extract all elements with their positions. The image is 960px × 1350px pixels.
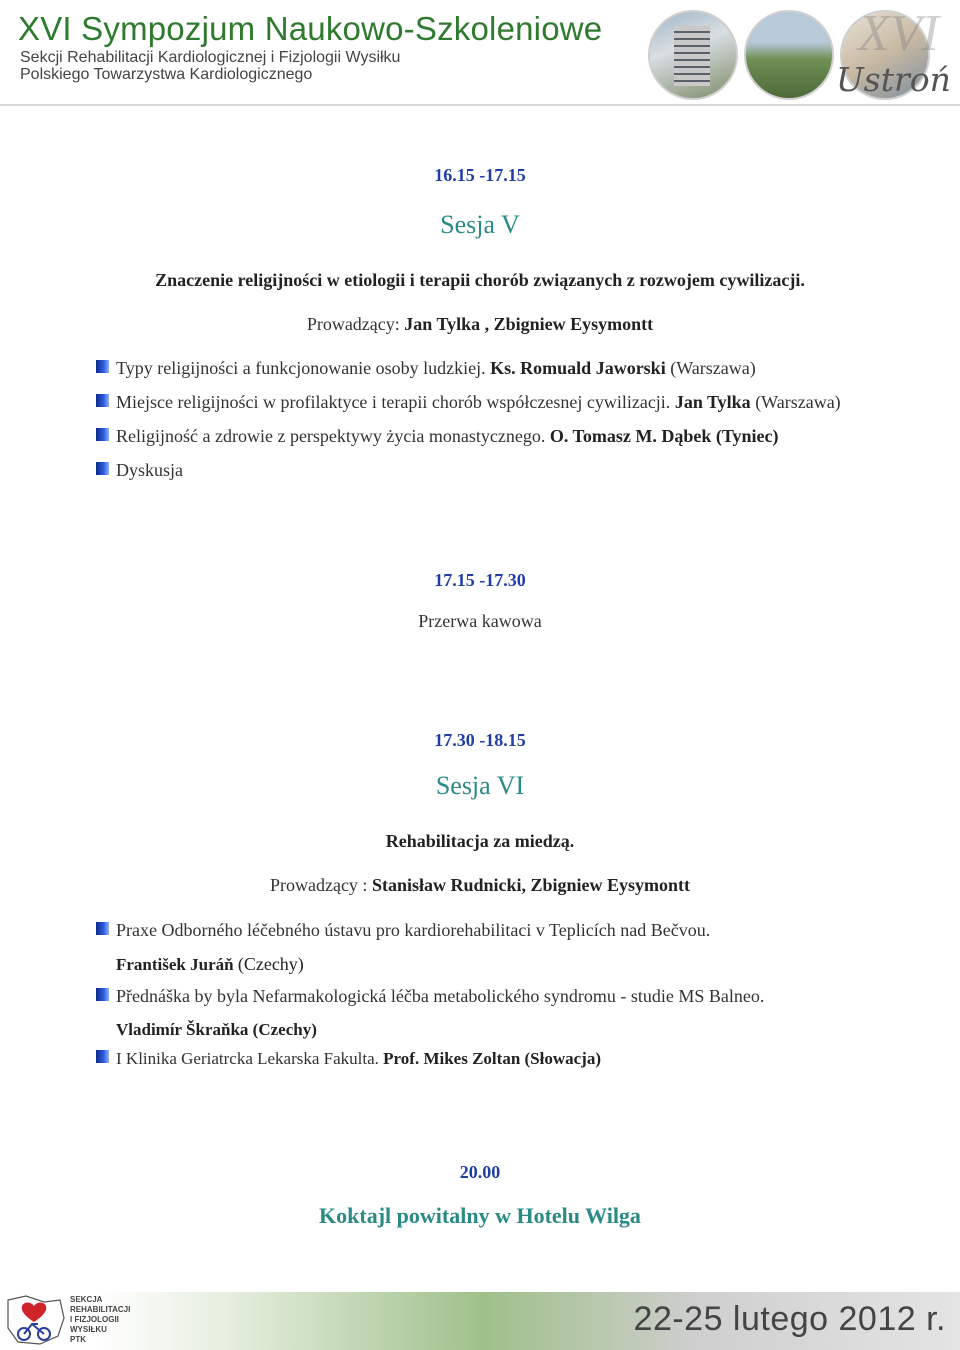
talk-place: (Warszawa): [755, 392, 841, 412]
session5-chairs: [0, 314, 960, 335]
session6-chairs: [0, 875, 960, 896]
session6-topic: Rehabilitacja za miedzą.: [385, 831, 575, 851]
session6-title: Sesja VI: [435, 771, 525, 800]
talk-author: František Juráň: [116, 955, 234, 974]
section-name: [70, 1295, 130, 1345]
org-line: I FIZJOLOGII: [70, 1315, 119, 1324]
talk-author-line: [116, 954, 304, 975]
chair-names: Stanisław Rudnicki, Zbigniew Eysymontt: [371, 875, 691, 895]
org-line: REHABILITACJI: [70, 1305, 131, 1314]
square-bullet-icon: [96, 360, 109, 373]
talk-title: Typy religijności a funkcjonowanie osoby ludzkiej.: [116, 358, 486, 378]
chair-label: Prowadzący :: [269, 875, 368, 895]
session6-time: 17.30 -18.15: [434, 730, 526, 750]
square-bullet-icon: [96, 428, 109, 441]
list-item: [96, 358, 756, 379]
session5-topic: Znaczenie religijności w etiologii i terapii chorób związanych z rozwojem cywilizacji.: [155, 270, 805, 290]
talk-author: O. Tomasz M. Dąbek (Tyniec): [549, 426, 779, 446]
square-bullet-icon: [96, 1050, 109, 1063]
talk-place: (Warszawa): [670, 358, 756, 378]
org-line: SEKCJA: [70, 1295, 103, 1304]
footer-banner: [0, 1292, 960, 1350]
talk-author: Vladimír Škraňka (Czechy): [116, 1020, 317, 1039]
break-label: Przerwa kawowa: [418, 611, 542, 631]
closing-title: Koktajl powitalny w Hotelu Wilga: [319, 1203, 641, 1228]
talk-title: Praxe Odborného léčebného ústavu pro kardiorehabilitaci v Teplicích nad Bečvou.: [116, 920, 711, 940]
list-item: [96, 986, 764, 1007]
square-bullet-icon: [96, 462, 109, 475]
roman-numeral-watermark: XVI: [858, 5, 939, 62]
header-divider: [0, 104, 960, 106]
header-banner: [0, 0, 960, 108]
org-line: PTK: [70, 1335, 86, 1344]
talk-title: Religijność a zdrowie z perspektywy życia monastycznego.: [116, 426, 546, 446]
talk-title: Přednáška by byla Nefarmakologická léčba metabolického syndromu - studie MS Balneo.: [116, 986, 765, 1006]
talk-author: Ks. Romuald Jaworski: [490, 358, 666, 378]
section-logo-icon: [4, 1292, 68, 1348]
square-bullet-icon: [96, 988, 109, 1001]
organizer-line-1: Sekcji Rehabilitacji Kardiologicznej i Fizjologii Wysiłku: [20, 49, 401, 66]
square-bullet-icon: [96, 394, 109, 407]
list-item: [96, 920, 710, 941]
organizer-line-2: Polskiego Towarzystwa Kardiologicznego: [20, 66, 313, 83]
session5-title: Sesja V: [440, 210, 520, 239]
closing-time: 20.00: [459, 1162, 501, 1182]
talk-title: Miejsce religijności w profilaktyce i terapii chorób współczesnej cywilizacji.: [116, 392, 671, 412]
symposium-title: XVI Sympozjum Naukowo-Szkoleniowe: [18, 10, 603, 47]
list-item: [96, 426, 779, 447]
list-item: [96, 1049, 601, 1069]
org-line: WYSIŁKU: [70, 1325, 107, 1334]
chair-label: Prowadzący:: [306, 314, 400, 334]
talk-author: Jan Tylka: [674, 392, 751, 412]
talk-title: Dyskusja: [116, 460, 183, 480]
list-item: [96, 460, 183, 481]
hotel-photo: [648, 10, 738, 100]
place-logo: Ustroń: [836, 60, 951, 99]
chair-names: Jan Tylka , Zbigniew Eysymontt: [404, 314, 654, 334]
talk-title: I Klinika Geriatrcka Lekarska Fakulta.: [116, 1049, 379, 1068]
session5-time: 16.15 -17.15: [434, 165, 526, 185]
event-dates: 22-25 lutego 2012 r.: [633, 1300, 946, 1338]
talk-place: (Czechy): [237, 954, 304, 974]
talk-author: Prof. Mikes Zoltan (Słowacja): [383, 1049, 602, 1068]
square-bullet-icon: [96, 922, 109, 935]
break-time: 17.15 -17.30: [434, 570, 526, 590]
list-item: [96, 392, 841, 413]
talk-author-line: [116, 1020, 317, 1040]
mountains-photo: [744, 10, 834, 100]
header-photos: [640, 4, 960, 104]
